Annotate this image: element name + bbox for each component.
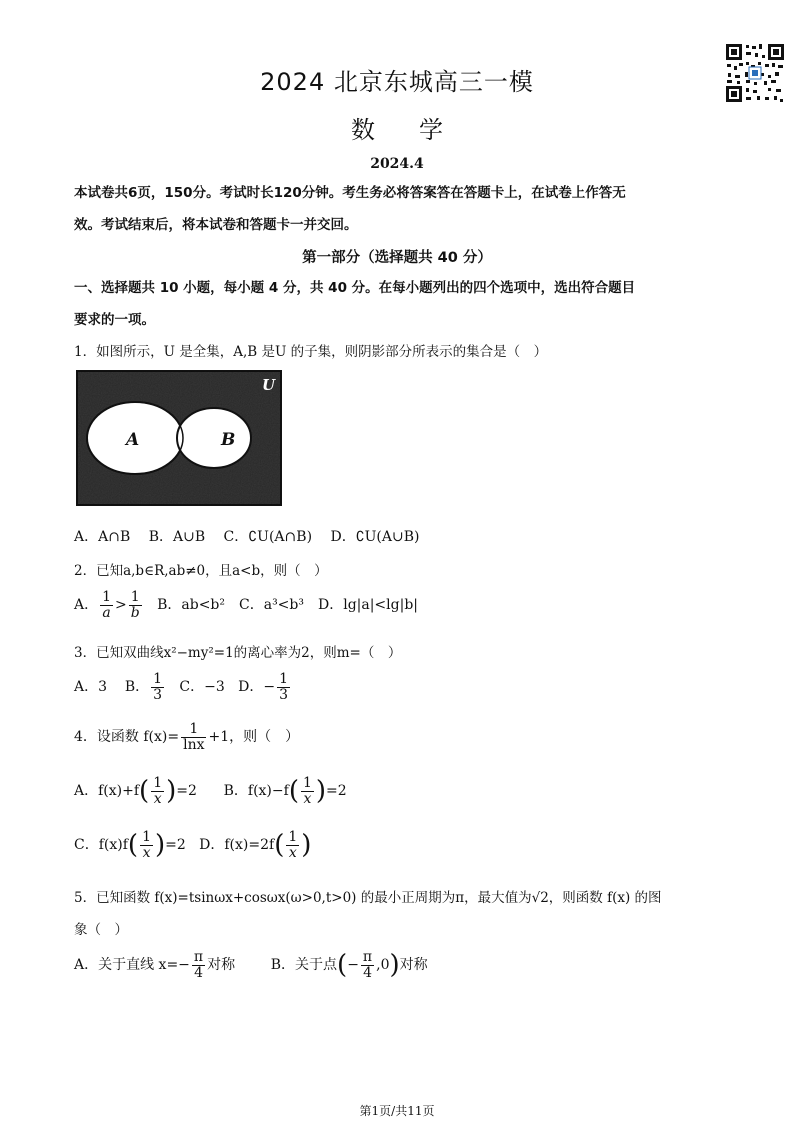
q4-option-d-pre: D．f(x)=2f — [199, 837, 275, 854]
q4-stem-frac-den: lnx — [183, 736, 205, 753]
q2-frac-1-num: 1 — [102, 589, 112, 605]
q4-stem-post: +1，则（ ） — [208, 729, 300, 746]
q4-frac-c-den: x — [142, 844, 151, 861]
q4-frac-a — [151, 776, 164, 806]
instructions-line-1: 本试卷共6页，150分。考试时长120分钟。考生务必将答案答在答题卡上，在试卷上作答无 — [74, 185, 626, 201]
q2-op: > — [115, 597, 127, 614]
q2-frac-2 — [129, 590, 142, 620]
q4-option-a-post: =2 — [176, 783, 197, 800]
q3-option-a: A．3 — [74, 679, 108, 696]
q5-option-b-tail: 对称 — [399, 957, 428, 974]
venn-label-u: U — [262, 376, 276, 394]
q5-option-a-pre: A．关于直线 x=− — [74, 957, 190, 974]
venn-diagram — [76, 370, 282, 506]
q4-stem-frac-num: 1 — [181, 722, 206, 738]
q3-frac-b — [151, 672, 164, 702]
q5-option-b-minus: − — [347, 957, 359, 974]
q4-option-c-pre: C．f(x)f — [74, 837, 128, 854]
q4-option-c-post: =2 — [165, 837, 186, 854]
q2-options — [74, 590, 418, 620]
subject-char-2: 学 — [419, 116, 443, 144]
q5-frac-b-den: 4 — [363, 964, 372, 981]
q5-option-b-post: ,0 — [376, 957, 390, 974]
q3-option-d-label: D．− — [238, 679, 276, 696]
q1-options: A．A∩B B．A∪B C．∁U(A∩B) D．∁U(A∪B) — [74, 529, 420, 545]
q5-frac-a-den: 4 — [194, 964, 203, 981]
q2-option-a-label: A． — [74, 597, 99, 614]
q1-stem: 1．如图所示，U 是全集，A,B 是U 的子集，则阴影部分所表示的集合是（ ） — [74, 344, 548, 360]
q4-options-ab: A．f(x)+f( $\frac{1}{x}$ )=2 B．f(x)−f( $\frac{1}{x}$ )=2 — [74, 775, 347, 807]
q3-frac-b-num: 1 — [153, 671, 163, 687]
q5-stem-line-1: 5．已知函数 f(x)=tsinωx+cosωx(ω>0,t>0) 的最小正周期为π，最大值为√2，则函数 f(x) 的图 — [74, 890, 662, 906]
q3-frac-d-num: 1 — [279, 671, 289, 687]
q3-option-c: C．−3 — [179, 679, 225, 696]
page-footer: 第1页/共11页 — [359, 1104, 435, 1118]
q3-option-b-label: B． — [124, 679, 150, 696]
q4-option-b-post: =2 — [326, 783, 347, 800]
q4-stem-pre: 4．设函数 f(x)= — [74, 729, 180, 746]
q5-frac-a-num: π — [193, 949, 204, 965]
q4-frac-a-den: x — [153, 790, 162, 807]
q3-stem: 3．已知双曲线x²−my²=1的离心率为2，则m=（ ） — [74, 645, 402, 661]
q4-frac-a-num: 1 — [153, 775, 163, 791]
q4-frac-c-num: 1 — [142, 829, 151, 845]
q4-stem — [74, 722, 299, 752]
q5-stem-line-2: 象（ ） — [74, 922, 128, 938]
q4-option-b-pre: B．f(x)−f — [223, 783, 289, 800]
q4-frac-b-den: x — [303, 790, 312, 807]
q3-frac-d-den: 3 — [279, 686, 289, 703]
q4-option-a-pre: A．f(x)+f — [74, 783, 140, 800]
q4-stem-frac — [181, 722, 206, 752]
subject-char-1: 数 — [351, 116, 375, 144]
q4-frac-d-den: x — [288, 844, 297, 861]
q4-frac-d — [286, 830, 299, 860]
q4-frac-d-num: 1 — [288, 829, 298, 845]
q5-options: A．关于直线 x=− $\frac{\pi}{4}$ 对称 B．关于点(− $\frac{\pi}{4}$ ,0)对称 — [74, 949, 428, 981]
q5-frac-b-num: π — [362, 949, 373, 965]
q3-options — [74, 672, 292, 702]
venn-label-b: B — [221, 430, 236, 450]
exam-date: 2024.4 — [370, 156, 424, 172]
instructions-line-2: 效。考试结束后，将本试卷和答题卡一并交回。 — [74, 217, 358, 233]
q4-frac-c — [140, 830, 153, 860]
q4-options-cd: C．f(x)f( $\frac{1}{x}$ )=2 D．f(x)=2f( $\frac{1}{x}$ ) — [74, 829, 312, 861]
section-line-2: 要求的一项。 — [74, 312, 155, 328]
q5-option-b-pre: B．关于点 — [270, 957, 338, 974]
q2-frac-2-num: 1 — [129, 590, 142, 606]
set-b-ellipse — [177, 408, 251, 468]
q3-frac-d — [277, 672, 290, 702]
q5-frac-a — [192, 950, 205, 980]
exam-title: 2024 北京东城高三一模 — [260, 68, 534, 96]
q2-frac-1-den: a — [102, 604, 111, 621]
part-title: 第一部分（选择题共 40 分） — [302, 250, 492, 266]
q4-frac-b-num: 1 — [302, 775, 312, 791]
q2-frac-2-den: b — [130, 604, 140, 621]
q3-frac-b-den: 3 — [153, 686, 163, 703]
q4-frac-b — [301, 776, 314, 806]
section-line-1: 一、选择题共 10 小题，每小题 4 分，共 40 分。在每小题列出的四个选项中，选出符合题目 — [74, 280, 636, 296]
q2-stem: 2．已知a,b∈R,ab≠0，且a<b，则（ ） — [74, 563, 328, 579]
venn-label-a: A — [126, 430, 140, 450]
q5-frac-b — [361, 950, 374, 980]
subject-title — [0, 110, 794, 145]
q2-frac-1 — [100, 590, 113, 620]
q5-option-a-post: 对称 — [207, 957, 236, 974]
q2-options-rest: B．ab<b² C．a³<b³ D．lg|a|<lg|b| — [157, 597, 418, 614]
